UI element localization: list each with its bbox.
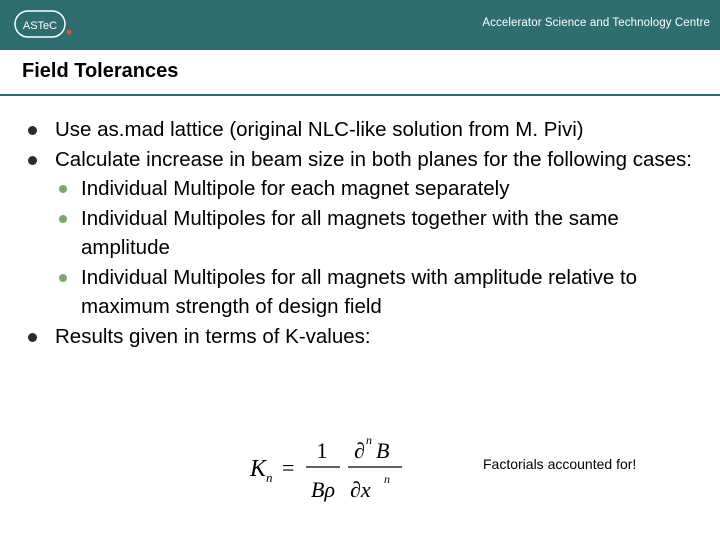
logo-text: ASTeC bbox=[22, 20, 58, 32]
bullet-dot-icon bbox=[28, 333, 37, 342]
bullet-item bbox=[25, 115, 695, 145]
formula-frac1-denominator: Bρ bbox=[311, 477, 335, 502]
sub-bullet-dot-icon bbox=[59, 185, 67, 193]
sub-bullet-dot-icon bbox=[59, 274, 67, 282]
bullet-text: Calculate increase in beam size in both planes for the following cases: bbox=[55, 147, 692, 171]
astec-logo bbox=[14, 10, 74, 40]
bullet-item bbox=[25, 145, 695, 322]
title-divider bbox=[0, 94, 720, 96]
formula-denominator-variable: ∂x bbox=[350, 477, 371, 502]
formula-numerator-variable: B bbox=[376, 438, 390, 463]
bullet-dot-icon bbox=[28, 156, 37, 165]
header-bar bbox=[0, 0, 720, 50]
formula-partial-numerator: ∂ bbox=[354, 438, 365, 463]
sub-bullet-item bbox=[55, 174, 695, 204]
bullet-dot-icon bbox=[28, 126, 37, 135]
sub-bullet-item bbox=[55, 263, 695, 322]
formula-frac1-numerator: 1 bbox=[316, 438, 328, 463]
organization-name: Accelerator Science and Technology Centre bbox=[482, 17, 710, 29]
factorials-note: Factorials accounted for! bbox=[483, 456, 637, 472]
sub-bullet-text: Individual Multipole for each magnet separately bbox=[81, 177, 510, 200]
sub-bullet-text: Individual Multipoles for all magnets with amplitude relative to maximum strength of design field bbox=[81, 265, 638, 318]
sub-bullet-dot-icon bbox=[59, 215, 67, 223]
k-value-formula bbox=[248, 432, 408, 504]
bullet-item bbox=[25, 322, 695, 352]
formula-denominator-exponent: n bbox=[384, 472, 390, 486]
formula-numerator-exponent: n bbox=[366, 433, 372, 447]
formula-lhs: K bbox=[250, 456, 267, 482]
slide-title: Field Tolerances bbox=[22, 60, 179, 82]
bullet-text: Results given in terms of K-values: bbox=[55, 324, 371, 348]
sub-bullet-item bbox=[55, 204, 695, 263]
bullet-list bbox=[25, 115, 695, 351]
formula-lhs-subscript: n bbox=[266, 470, 273, 485]
sub-bullet-text: Individual Multipoles for all magnets together with the same amplitude bbox=[81, 206, 619, 259]
formula-equals: = bbox=[282, 455, 295, 480]
bullet-text: Use as.mad lattice (original NLC-like solution from M. Pivi) bbox=[55, 118, 584, 141]
